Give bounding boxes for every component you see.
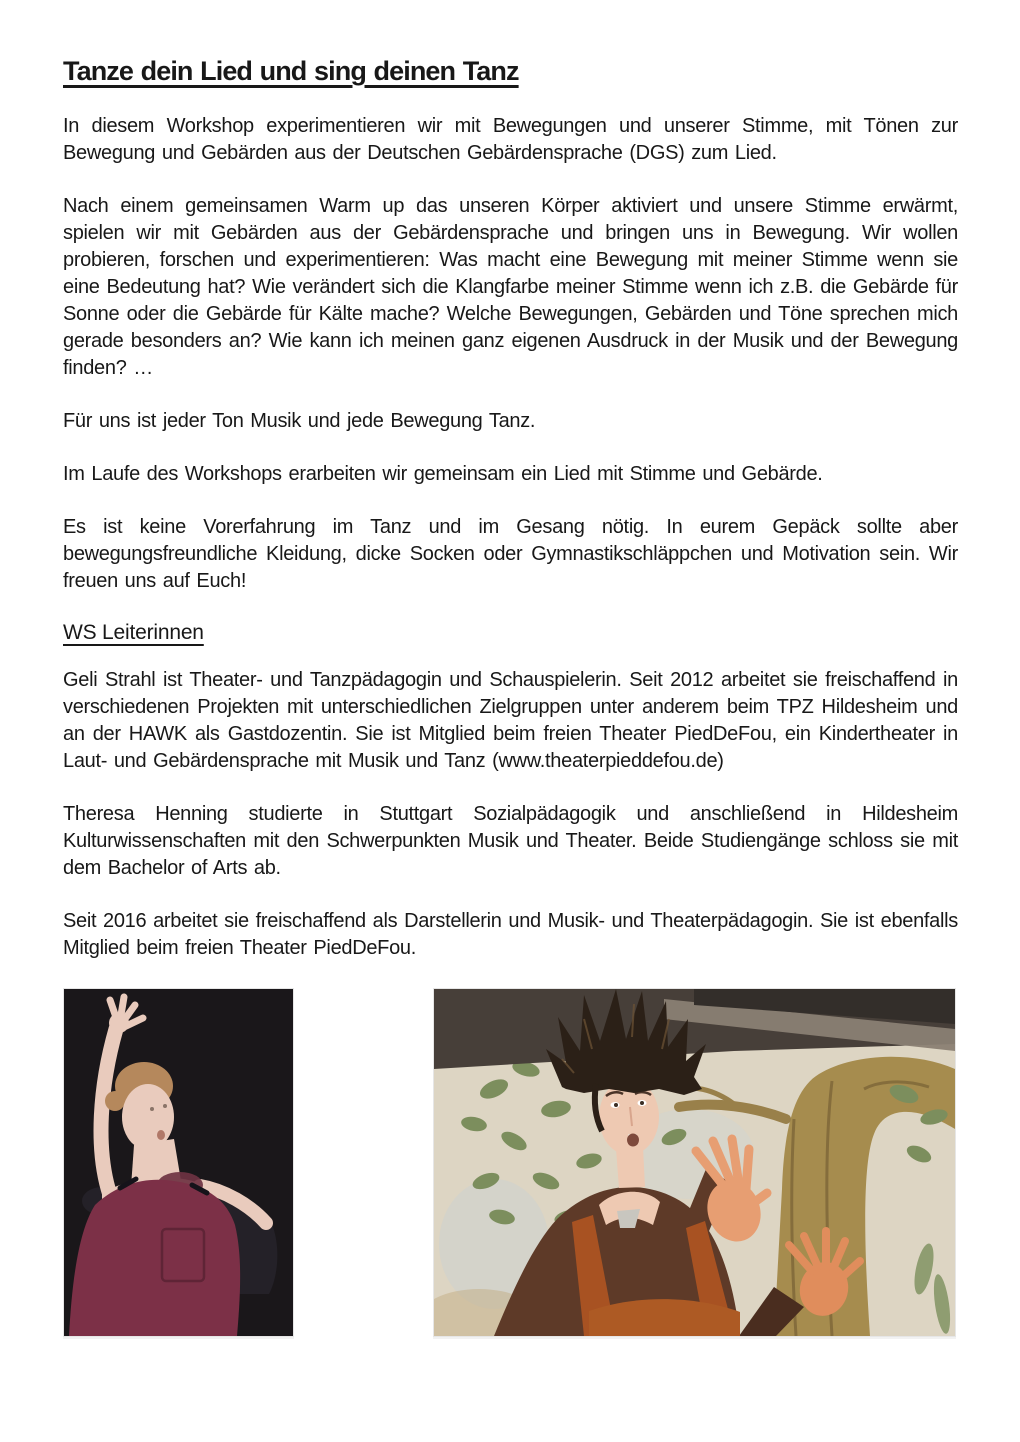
- page-title: Tanze dein Lied und sing deinen Tanz: [63, 56, 519, 86]
- leader-paragraph-seit-2016: Seit 2016 arbeitet sie freischaffend als Darstellerin und Musik- und Theaterpädagogin. Sie ist ebenfalls Mitglied beim freien Theater PiedDeFou.: [63, 910, 958, 959]
- performer-signing-illustration: [64, 989, 293, 1336]
- raised-hand-palm: [109, 1013, 129, 1033]
- intro-paragraph-3: Für uns ist jeder Ton Musik und jede Bewegung Tanz.: [63, 410, 536, 432]
- leader-paragraph-geli-strahl: Geli Strahl ist Theater- und Tanzpädagogin und Schauspielerin. Seit 2012 arbeitet sie freischaffend in verschiedenen Projekten mit unterschiedlichen Zielgruppen unter anderem beim TPZ Hildesheim und an der HAWK als Gastdozentin. Sie ist Mitglied beim freien Theater PiedDeFou, ein Kindertheater in Laut- und Gebärdensprache mit Musik und Tanz (www.theaterpieddefou.de): [63, 669, 958, 772]
- intro-paragraph-4: Im Laufe des Workshops erarbeiten wir gemeinsam ein Lied mit Stimme und Gebärde.: [63, 463, 823, 485]
- photo-performer-signing: [63, 988, 294, 1337]
- intro-paragraph-1: In diesem Workshop experimentieren wir mit Bewegungen und unserer Stimme, mit Tönen zur Bewegung und Gebärden aus der Deutschen Gebärdensprache (DGS) zum Lied.: [63, 115, 958, 164]
- leader-paragraph-theresa-henning: Theresa Henning studierte in Stuttgart Sozialpädagogik und anschließend in Hildesheim Kulturwissenschaften mit den Schwerpunkten Musik und Theater. Beide Studiengänge schloss sie mit dem Bachelor of Arts ab.: [63, 803, 958, 879]
- intro-paragraph-2: Nach einem gemeinsamen Warm up das unseren Körper aktiviert und unsere Stimme erwärmt, spielen wir mit Gebärden aus der Gebärdensprache und bringen uns in Bewegung. Wir wollen probieren, forschen und experimentieren: Was macht eine Bewegung mit meiner Stimme wenn sie eine Bedeutung hat? Wie verändert sich die Klangfarbe meiner Stimme wenn ich z.B. die Gebärde für Sonne oder die Gebärde für Kälte mache? Welche Bewegungen, Gebärden und Töne sprechen mich gerade besonders an? Wie kann ich meinen ganz eigenen Ausdruck in der Musik und der Bewegung finden? …: [63, 195, 958, 379]
- photo-performer-hedgehog-costume: [433, 988, 956, 1337]
- photo-row: [63, 988, 958, 1337]
- section-heading-ws-leiterinnen: WS Leiterinnen: [63, 621, 204, 644]
- face: [122, 1084, 174, 1150]
- intro-paragraph-5: Es ist keine Vorerfahrung im Tanz und im Gesang nötig. In eurem Gepäck sollte aber bewegungsfreundliche Kleidung, dicke Socken oder Gymnastikschläppchen und Motivation sein. Wir freuen uns auf Euch!: [63, 516, 958, 592]
- stage-scene-illustration: [434, 989, 955, 1336]
